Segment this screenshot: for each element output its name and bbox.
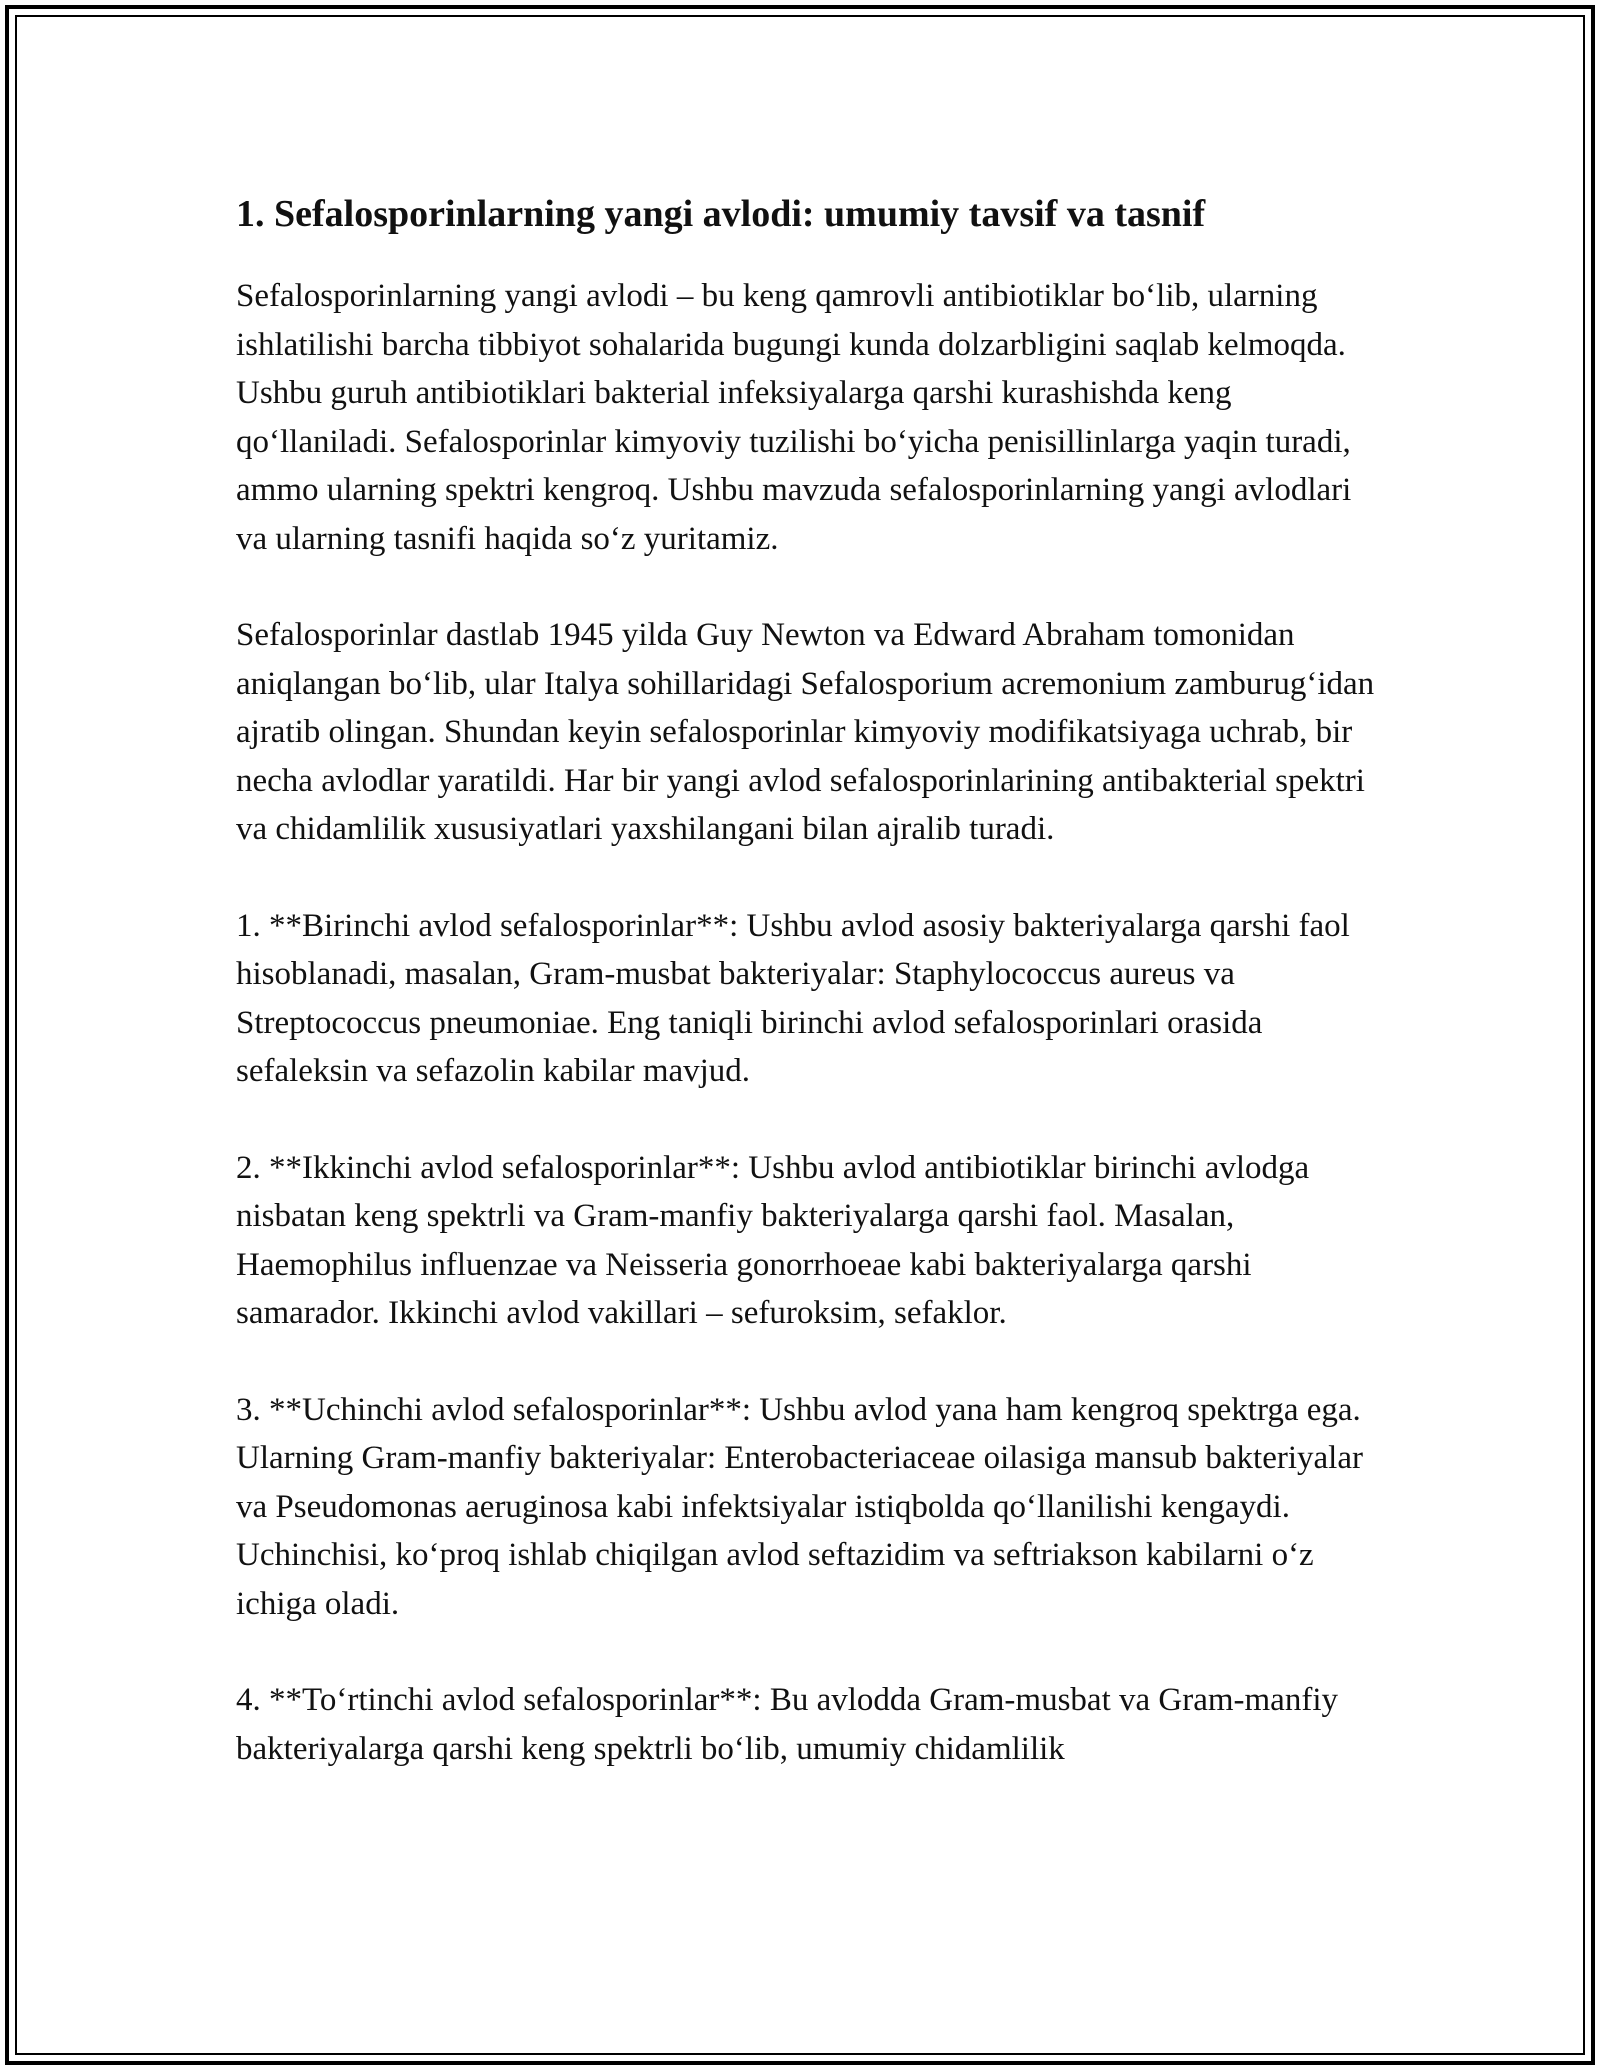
document-body — [236, 190, 1376, 1773]
paragraph-intro: Sefalosporinlarning yangi avlodi – bu keng qamrovli antibiotiklar bo‘lib, ularning ishlatilishi barcha tibbiyot sohalarida bugungi kunda dolzarbligini saqlab kelmoqda. Ushbu guruh antibiotiklari bakterial infeksiyalarga qarshi kurashishda keng qo‘llaniladi. Sefalosporinlar kimyoviy tuzilishi bo‘yicha penisillinlarga yaqin turadi, ammo ularning spektri kengroq. Ushbu mavzuda sefalosporinlarning yangi avlodlari va ularning tasnifi haqida so‘z yuritamiz. — [236, 278, 1352, 557]
paragraph-fourth-generation: 4. **To‘rtinchi avlod sefalosporinlar**: Bu avlodda Gram-musbat va Gram-manfiy bakteriyalarga qarshi keng spektrli bo‘lib, umumiy chidamlilik — [236, 1682, 1338, 1767]
section-heading: 1. Sefalosporinlarning yangi avlodi: umumiy tavsif va tasnif — [236, 193, 1206, 235]
paragraph-third-generation: 3. **Uchinchi avlod sefalosporinlar**: Ushbu avlod yana ham kengroq spektrga ega. Ularning Gram-manfiy bakteriyalar: Enterobacteriaceae oilasiga mansub bakteriyalar va Pseudomonas aeruginosa kabi infektsiyalar istiqbolda qo‘llanilishi kengaydi. Uchinchisi, ko‘proq ishlab chiqilgan avlod seftazidim va seftriakson kabilarni o‘z ichiga oladi. — [236, 1391, 1363, 1622]
paragraph-first-generation: 1. **Birinchi avlod sefalosporinlar**: Ushbu avlod asosiy bakteriyalarga qarshi faol hisoblanadi, masalan, Gram-musbat bakteriyalar: Staphylococcus aureus va Streptococcus pneumoniae. Eng taniqli birinchi avlod sefalosporinlari orasida sefaleksin va sefazolin kabilar mavjud. — [236, 907, 1350, 1089]
paragraph-history: Sefalosporinlar dastlab 1945 yilda Guy Newton va Edward Abraham tomonidan aniqlangan bo‘lib, ular Italya sohillaridagi Sefalosporium acremonium zamburug‘idan ajratib olingan. Shundan keyin sefalosporinlar kimyoviy modifikatsiyaga uchrab, bir necha avlodlar yaratildi. Har bir yangi avlod sefalosporinlarining antibakterial spektri va chidamlilik xususiyatlari yaxshilangani bilan ajralib turadi. — [236, 617, 1375, 847]
paragraph-second-generation: 2. **Ikkinchi avlod sefalosporinlar**: Ushbu avlod antibiotiklar birinchi avlodga nisbatan keng spektrli va Gram-manfiy bakteriyalarga qarshi faol. Masalan, Haemophilus influenzae va Neisseria gonorrhoeae kabi bakteriyalarga qarshi samarador. Ikkinchi avlod vakillari – sefuroksim, sefaklor. — [236, 1149, 1310, 1331]
